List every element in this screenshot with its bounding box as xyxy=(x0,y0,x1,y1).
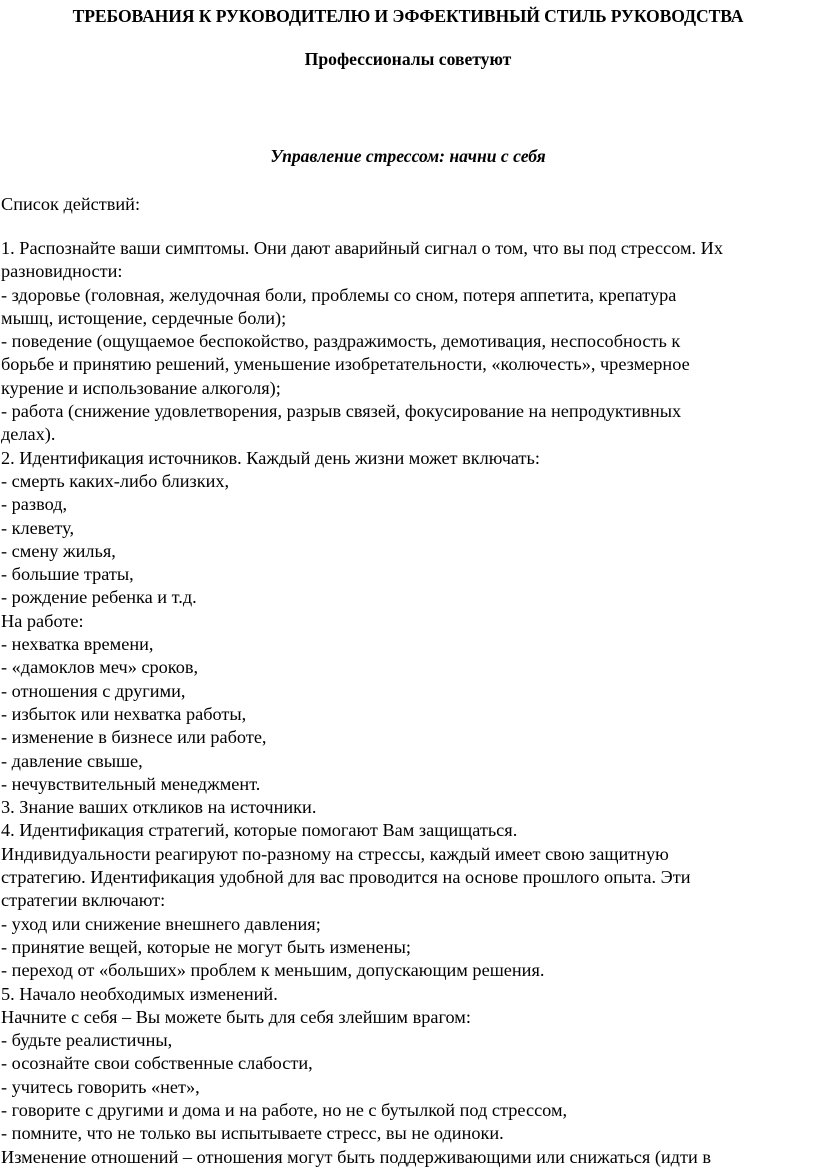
text-line: - говорите с другими и дома и на работе, но не с бутылкой под стрессом, xyxy=(1,1099,568,1120)
text-line: - принятие вещей, которые не могут быть изменены; xyxy=(1,936,411,957)
text-line: - осознайте свои собственные слабости, xyxy=(1,1053,313,1074)
text-line: Изменение отношений – отношения могут быть поддерживающими или снижаться (идти в xyxy=(1,1146,711,1167)
text-line: - будьте реалистичны, xyxy=(1,1030,173,1051)
text-line: - изменение в бизнесе или работе, xyxy=(1,727,267,748)
text-line: На работе: xyxy=(1,610,84,631)
text-line: Начните с себя – Вы можете быть для себя злейшим врагом: xyxy=(1,1006,471,1027)
text-line: - избыток или нехватка работы, xyxy=(1,703,247,724)
text-line: - помните, что не только вы испытываете стресс, вы не одиноки. xyxy=(1,1123,504,1144)
text-line: - здоровье (головная, желудочная боли, проблемы со сном, потеря аппетита, крепатура xyxy=(1,284,677,305)
text-line: - отношения с другими, xyxy=(1,680,186,701)
text-line: делах). xyxy=(1,424,56,445)
text-line: курение и использование алкоголя); xyxy=(1,377,281,398)
text-line: - смерть каких-либо близких, xyxy=(1,470,230,491)
text-line: 5. Начало необходимых изменений. xyxy=(1,983,278,1004)
text-line: - учитесь говорить «нет», xyxy=(1,1076,200,1097)
document-subtitle: Профессионалы советуют xyxy=(304,49,512,69)
text-line: 1. Распознайте ваши симптомы. Они дают аварийный сигнал о том, что вы под стрессом. Их xyxy=(1,238,723,258)
text-line: 3. Знание ваших откликов на источники. xyxy=(1,797,317,818)
text-line: - смену жилья, xyxy=(1,540,116,561)
text-line: - «дамоклов меч» сроков, xyxy=(1,657,199,678)
body-text xyxy=(1,237,815,1169)
document-title: ТРЕБОВАНИЯ К РУКОВОДИТЕЛЮ И ЭФФЕКТИВНЫЙ СТИЛЬ РУКОВОДСТВА xyxy=(72,6,744,26)
text-line: - развод, xyxy=(1,494,68,515)
text-line: - переход от «больших» проблем к меньшим, допускающим решения. xyxy=(1,960,545,981)
text-line: - нечувствительный менеджмент. xyxy=(1,773,261,794)
text-line: борьбе и принятию решений, уменьшение изобретательности, «колючесть», чрезмерное xyxy=(1,354,690,375)
text-line: мышц, истощение, сердечные боли); xyxy=(1,307,287,328)
actions-label: Список действий: xyxy=(1,194,141,214)
text-line: Индивидуальности реагируют по-разному на стрессы, каждый имеет свою защитную xyxy=(1,843,669,864)
text-line: стратегию. Идентификация удобной для вас проводится на основе прошлого опыта. Эти xyxy=(1,867,691,888)
text-line: стратегии включают: xyxy=(1,890,166,911)
text-line: - давление свыше, xyxy=(1,750,143,771)
text-line: - рождение ребенка и т.д. xyxy=(1,587,197,608)
text-line: - работа (снижение удовлетворения, разрыв связей, фокусирование на непродуктивных xyxy=(1,401,682,422)
text-line: - клевету, xyxy=(1,517,75,538)
text-line: - большие траты, xyxy=(1,564,134,585)
text-line: разновидности: xyxy=(1,261,123,282)
text-line: 2. Идентификация источников. Каждый день жизни может включать: xyxy=(1,447,540,468)
text-line: - уход или снижение внешнего давления; xyxy=(1,913,321,934)
text-line: - нехватка времени, xyxy=(1,634,154,655)
text-line: - поведение (ощущаемое беспокойство, раздражимость, демотивация, неспособность к xyxy=(1,331,681,352)
article-heading: Управление стрессом: начни с себя xyxy=(270,146,546,166)
text-line: 4. Идентификация стратегий, которые помогают Вам защищаться. xyxy=(1,820,518,841)
